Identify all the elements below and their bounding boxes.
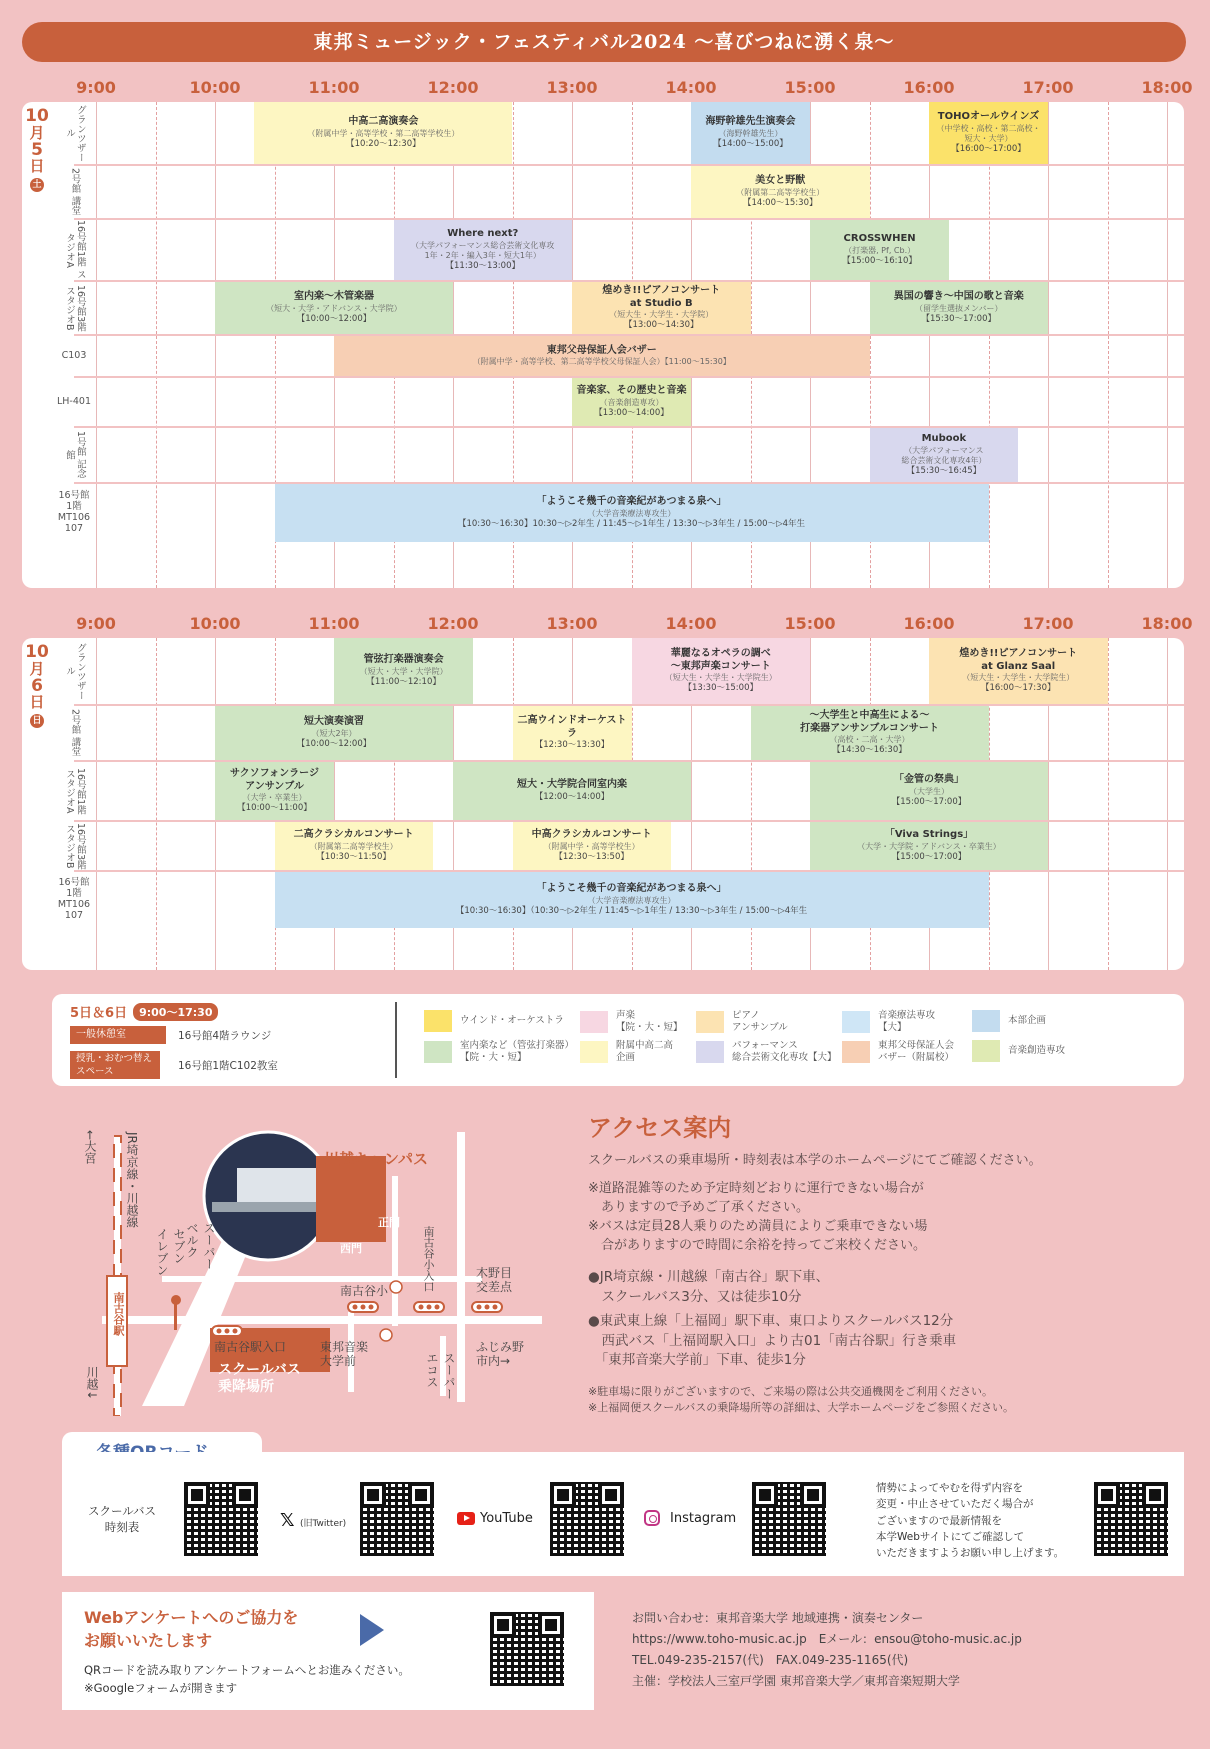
event-title: 美女と野獣 <box>755 175 806 187</box>
qr-instagram-label: Instagram <box>670 1511 737 1526</box>
qr-x-label: (旧Twitter) <box>300 1519 347 1529</box>
event-sub: （短大生・大学生・大学院） <box>609 310 714 320</box>
room-label: 16号館3階 スタジオB <box>64 822 86 870</box>
date-month-label: 月 <box>29 659 45 678</box>
qr-notice: 情勢によってやむを得ず内容を 変更・中止させていただく場合が ございますので最新情報を 本学Webサイトにてご確認して いただきますようお願い申し上げます。 <box>876 1482 1065 1560</box>
legend-swatch <box>696 1011 724 1033</box>
time-axis <box>76 78 1196 100</box>
instagram-icon <box>644 1510 660 1526</box>
event-title: 二高クラシカルコンサート <box>293 829 414 841</box>
qr-instagram-code[interactable] <box>752 1482 826 1556</box>
event-sub: （音楽創造専攻） <box>599 397 664 407</box>
event-time: 【10:30～16:30】（10:30～▷2年生 / 11:45～▷1年生 / 13:30～▷3年生 / 15:00～▷4年生 <box>455 905 808 916</box>
event-title: 「金管の祭典」 <box>894 774 964 786</box>
room-label: 16号館 1階 MT106 107 <box>57 877 91 921</box>
event-block <box>810 762 1048 820</box>
event-time: 【12:00～14:00】 <box>534 791 610 802</box>
legend-swatch <box>424 1041 452 1063</box>
qr-youtube-label: YouTube <box>480 1511 533 1526</box>
legend-label: ウインド・オーケストラ <box>460 1015 564 1027</box>
legend-item <box>696 1010 788 1034</box>
time-label: 15:00 <box>784 78 836 97</box>
event-block <box>215 762 334 820</box>
event-title: 二高ウインドオーケストラ <box>517 715 627 739</box>
access-route2: ●東武東上線「上福岡」駅下車、東口よりスクールバス12分 西武バス「上福岡駅入口」より古01「南古谷駅」行き乗車 「東邦音楽大学前」下車、徒歩1分 <box>588 1313 957 1369</box>
event-sub: （中学校・高校・第二高校・ 短大・大学） <box>936 123 1041 143</box>
map-minamifuruya-sho: 南古谷小 <box>340 1284 389 1298</box>
date-tab <box>22 644 52 728</box>
event-block <box>275 484 989 542</box>
legend-swatch <box>842 1041 870 1063</box>
time-axis <box>76 614 1196 636</box>
time-label: 18:00 <box>1141 78 1193 97</box>
access-note1: ※道路混雑等のため予定時刻どおりに運行できない場合が ありますので予めご了承ください。 ※バスは定員28人乗りのため満員によりご乗車できない場 合がありますので時間に余裕を持ってご来校ください。 <box>588 1181 928 1253</box>
date-day-label: 日 <box>29 157 45 176</box>
event-block <box>810 220 949 280</box>
time-label: 11:00 <box>308 614 360 633</box>
event-title: 中高二高演奏会 <box>348 116 419 128</box>
info-hours: 9:00～17:30 <box>133 1003 218 1021</box>
legend-divider <box>395 1002 397 1078</box>
map-station-entrance: 南古谷駅入口 <box>214 1340 287 1354</box>
event-block <box>215 282 453 334</box>
grid-line <box>1048 102 1049 588</box>
event-title: TOHOオールウインズ <box>937 111 1040 123</box>
event-time: 【15:00～17:00】 <box>891 796 967 807</box>
room-label: LH-401 <box>57 395 91 407</box>
map-campus-label: 川越キャンパス <box>324 1150 428 1168</box>
event-title: CROSSWHEN <box>843 233 916 245</box>
schedule-day1 <box>22 102 1184 588</box>
event-block <box>632 638 811 704</box>
event-title: 東邦父母保証人会バザー <box>546 344 657 356</box>
survey-instruction: QRコードを読み取りアンケートフォームへとお進みください。 <box>84 1663 410 1677</box>
event-block <box>751 706 989 760</box>
qr-bus-code[interactable] <box>184 1482 258 1556</box>
legend-label: ピアノ アンサンブル <box>732 1010 788 1033</box>
weekday-badge: 日 <box>30 714 44 728</box>
event-title: 「ようこそ幾千の音楽紀があつまる泉へ」 <box>536 883 727 895</box>
map-station: 南古谷駅 <box>112 1292 125 1336</box>
legend-label: 本部企画 <box>1008 1015 1047 1027</box>
row-divider <box>74 218 1184 220</box>
event-sub: （高校・二高・大学） <box>829 735 910 745</box>
time-label: 9:00 <box>76 614 116 633</box>
room-label: 1号館 記念館 <box>64 431 86 479</box>
time-label: 16:00 <box>903 614 955 633</box>
grid-line <box>1108 102 1109 588</box>
row-divider <box>74 164 1184 166</box>
grid-line <box>1167 638 1168 970</box>
legend-swatch <box>580 1011 608 1033</box>
event-time: 【12:30～13:30】 <box>534 740 610 751</box>
grid-line <box>989 102 990 588</box>
legend-label: 声楽 【院・大・短】 <box>616 1010 683 1033</box>
qr-youtube-code[interactable] <box>550 1482 624 1556</box>
event-sub: （短大生・大学生・大学院生） <box>664 673 777 683</box>
event-time: 【13:00～14:00】 <box>594 407 669 418</box>
map-toho-mae: 東邦音楽 大学前 <box>320 1340 369 1369</box>
rest-value: 16号館4階ラウンジ <box>178 1030 272 1042</box>
map-berx: スーパー ベルク <box>185 1222 216 1270</box>
grid-line <box>96 638 97 970</box>
event-sub: （留学生選抜メンバー） <box>915 303 1003 313</box>
event-sub: （大学・大学院・アドバンス・卒業生） <box>857 841 1001 851</box>
info-dates <box>70 1002 218 1021</box>
map-ecos: スーパー エコス <box>425 1352 456 1400</box>
map-minamifuruya-sho-iriguchi: 南古谷小入口 <box>422 1226 435 1292</box>
event-block <box>870 428 1019 482</box>
legend-item <box>696 1040 837 1064</box>
qr-x-code[interactable] <box>360 1482 434 1556</box>
survey-note: ※Googleフォームが開きます <box>84 1681 238 1695</box>
room-label: 16号館1階 スタジオA <box>64 767 86 815</box>
time-label: 14:00 <box>665 614 717 633</box>
event-title: 中高クラシカルコンサート <box>531 829 652 841</box>
survey-box <box>62 1592 594 1710</box>
map-nishimon: 西門 <box>340 1242 362 1255</box>
event-sub: （附属第二高等学校生） <box>736 187 825 197</box>
event-block <box>215 706 453 760</box>
time-label: 17:00 <box>1022 614 1074 633</box>
access-map <box>62 1116 542 1416</box>
map-bus-stop: スクールバス 乗降場所 <box>218 1362 301 1395</box>
event-time: 【14:00～15:00】 <box>713 138 788 149</box>
event-time: 【11:00～12:10】 <box>366 676 441 687</box>
event-time: 【14:00～15:30】 <box>743 197 818 208</box>
time-label: 13:00 <box>546 614 598 633</box>
time-label: 17:00 <box>1022 78 1074 97</box>
grid-line <box>156 638 157 970</box>
event-block <box>513 822 671 870</box>
date-day: 5 <box>31 139 43 160</box>
play-arrow-icon <box>360 1614 384 1646</box>
event-time: 【13:30～15:00】 <box>683 683 758 694</box>
qr-web-code[interactable] <box>1094 1482 1168 1556</box>
event-block <box>929 102 1048 164</box>
weekday-badge: 土 <box>30 178 44 192</box>
event-block <box>254 102 512 164</box>
room-label: 2号館 講堂 <box>69 709 81 757</box>
legend-item <box>842 1040 954 1064</box>
room-label: 16号館1階 スタジオA <box>64 220 86 280</box>
event-sub: （海野幹雄先生） <box>718 128 783 138</box>
event-time: 【16:00～17:30】 <box>981 683 1056 694</box>
time-label: 15:00 <box>784 614 836 633</box>
event-sub: （附属中学・高等学校生） <box>543 841 640 851</box>
time-label: 13:00 <box>546 78 598 97</box>
event-sub: （大学生） <box>909 786 949 796</box>
time-label: 14:00 <box>665 78 717 97</box>
time-label: 9:00 <box>76 78 116 97</box>
room-label: 16号館 1階 MT106 107 <box>57 490 91 534</box>
event-time: 【10:00～12:00】 <box>296 313 372 324</box>
event-sub: （短大生・大学生・大学院生） <box>962 673 1075 683</box>
legend-label: 音楽創造専攻 <box>1008 1045 1066 1057</box>
event-title: Where next? <box>447 228 519 240</box>
event-title: 音楽家、その歴史と音楽 <box>576 385 687 397</box>
legend-item <box>580 1040 673 1064</box>
legend-label: パフォーマンス 総合芸術文化専攻【大】 <box>732 1040 837 1063</box>
event-sub: （短大2年） <box>311 728 357 738</box>
grid-line <box>1108 638 1109 970</box>
legend-item <box>842 1010 935 1034</box>
map-jr-line: JR埼京線・川越線 <box>125 1132 139 1228</box>
event-sub: （短大・大学・大学院） <box>359 666 448 676</box>
schedule-day2 <box>22 638 1184 970</box>
date-month: 10 <box>25 106 49 126</box>
time-label: 12:00 <box>427 614 479 633</box>
event-time: 【10:20～12:30】 <box>346 138 421 149</box>
grid-line <box>1167 102 1168 588</box>
legend-swatch <box>842 1011 870 1033</box>
grid-line <box>156 102 157 588</box>
event-sub: （大学音楽療法専攻生） <box>587 508 676 518</box>
access-line1: スクールバスの乗車場所・時刻表は本学のホームページにてご確認ください。 <box>588 1153 1042 1168</box>
event-title: 短大演奏演習 <box>304 716 364 728</box>
event-sub: （附属中学・高等学校、第二高等学校父母保証人会）【11:00～15:30】 <box>472 357 731 367</box>
time-label: 11:00 <box>308 78 360 97</box>
event-time: 【15:00～16:10】 <box>842 255 917 266</box>
map-seimon: 正門 <box>378 1216 400 1229</box>
legend-swatch <box>424 1010 452 1032</box>
access-route1: ●JR埼京線・川越線「南古谷」駅下車、 スクールバス3分、又は徒歩10分 <box>588 1269 830 1305</box>
event-time: 【10:00～11:00】 <box>237 803 312 814</box>
youtube-icon <box>457 1512 475 1525</box>
event-sub: （打楽器, Pf, Cb.） <box>844 245 916 255</box>
event-block <box>394 220 573 280</box>
legend-label: 附属中高二高 企画 <box>616 1040 674 1063</box>
legend-label: 室内楽など（管弦打楽器） 【院・大・短】 <box>460 1040 575 1063</box>
map-kawagoe: 川越↓ <box>85 1366 99 1401</box>
event-title: 「ようこそ幾千の音楽紀があつまる泉へ」 <box>536 496 727 508</box>
map-kinome: 木野目 交差点 <box>476 1266 513 1295</box>
event-time: 【11:30～13:00】 <box>445 260 520 271</box>
map-fujimino: ふじみ野 市内→ <box>476 1340 525 1369</box>
date-tab <box>22 108 52 192</box>
legend-item <box>972 1040 1065 1062</box>
event-block <box>691 102 810 164</box>
event-title: 管弦打楽器演奏会 <box>363 654 444 666</box>
map-seven: セブン イレブン <box>155 1228 186 1276</box>
legend-item <box>424 1010 564 1032</box>
room-label: グランツザール <box>64 642 86 700</box>
legend-item <box>580 1010 683 1034</box>
nursing-label: 授乳・おむつ替え スペース <box>70 1051 160 1079</box>
legend-item <box>424 1040 574 1064</box>
event-time: 【10:30～11:50】 <box>316 851 391 862</box>
time-label: 18:00 <box>1141 614 1193 633</box>
event-sub: （短大・大学・アドバンス・大学院） <box>266 303 402 313</box>
grid-line <box>96 102 97 588</box>
room-label: 16号館3階 スタジオB <box>64 284 86 332</box>
legend-swatch <box>972 1040 1000 1062</box>
legend-swatch <box>580 1041 608 1063</box>
survey-title: Webアンケートへのご協力を お願いいたします <box>84 1608 299 1651</box>
event-block <box>275 822 433 870</box>
event-title: 「Viva Strings」 <box>884 829 974 841</box>
room-label: 2号館 講堂 <box>69 168 81 216</box>
event-title: 煌めき!!ピアノコンサート at Studio B <box>602 285 721 309</box>
event-block <box>929 638 1108 704</box>
date-day-label: 日 <box>29 693 45 712</box>
rest-label: 一般休憩室 <box>70 1026 166 1044</box>
event-block <box>453 762 691 820</box>
event-block <box>572 282 751 334</box>
event-sub: （大学音楽療法専攻生） <box>587 895 676 905</box>
festival-title: 東邦ミュージック・フェスティバル2024 ～喜びつねに湧く泉～ <box>22 22 1186 62</box>
event-time: 【15:30～17:00】 <box>921 313 996 324</box>
info-dates-text: 5日＆6日 <box>70 1006 128 1021</box>
time-label: 10:00 <box>189 78 241 97</box>
event-time: 【10:30～16:30】10:30～▷2年生 / 11:45～▷1年生 / 13:30～▷3年生 / 15:00～▷4年生 <box>457 518 806 529</box>
room-label: グランツザール <box>64 104 86 162</box>
event-time: 【10:00～12:00】 <box>296 738 372 749</box>
event-time: 【15:00～17:00】 <box>891 851 967 862</box>
date-month: 10 <box>25 642 49 662</box>
event-time: 【15:30～16:45】 <box>906 465 982 476</box>
event-block <box>572 378 691 426</box>
event-title: サクソフォンラージ アンサンブル <box>230 768 319 792</box>
event-sub: （大学・卒業生） <box>242 793 307 803</box>
event-sub: （附属中学・高等学校・第二高等学校生） <box>307 128 460 138</box>
event-time: 【14:30～16:30】 <box>832 745 907 756</box>
event-block <box>810 822 1048 870</box>
event-title: 異国の響き～中国の歌と音楽 <box>893 291 1024 303</box>
time-label: 16:00 <box>903 78 955 97</box>
map-omiya: ←大宮 <box>83 1130 97 1165</box>
event-block <box>334 336 870 376</box>
qr-bus-label: スクールバス 時刻表 <box>88 1504 156 1534</box>
event-block <box>691 166 870 218</box>
legend-panel <box>52 994 1184 1086</box>
access-note2: ※駐車場に限りがございますので、ご来場の際は公共交通機関をご利用ください。 ※上福岡便スクールバスの乗降場所等の詳細は、大学ホームページをご参照ください。 <box>588 1385 1015 1414</box>
event-time: 【16:00～17:00】 <box>951 143 1026 154</box>
event-time: 【13:00～14:30】 <box>624 320 699 331</box>
event-title: 煌めき!!ピアノコンサート at Glanz Saal <box>959 648 1078 672</box>
date-day: 6 <box>31 675 43 696</box>
qr-panel <box>62 1452 1184 1576</box>
contact-info: お問い合わせ：東邦音楽大学 地域連携・演奏センター https://www.toho-music.ac.jp Eメール：ensou@toho-music.ac.jp TEL.049-235-2157(代) FAX.049-235-1165(代) 主催：学校法人三室戸学園 東邦音楽大学／東邦音楽短期大学 <box>632 1611 1022 1688</box>
event-title: ～大学生と中高生による～ 打楽器アンサンブルコンサート <box>800 710 939 734</box>
event-time: 【12:30～13:50】 <box>554 851 629 862</box>
event-block <box>870 282 1049 334</box>
nursing-value: 16号館1階C102教室 <box>178 1060 278 1072</box>
event-block <box>513 706 632 760</box>
qr-survey-code[interactable] <box>490 1612 564 1686</box>
legend-label: 東邦父母保証人会 バザー（附属校） <box>878 1040 955 1063</box>
legend-item <box>972 1010 1046 1032</box>
event-title: 短大・大学院合同室内楽 <box>517 779 627 791</box>
event-sub: （大学パフォーマンス総合芸術文化専攻 1年・2年・編入3年・短大1年） <box>411 240 555 260</box>
time-label: 10:00 <box>189 614 241 633</box>
event-title: Mubook <box>921 433 967 445</box>
legend-swatch <box>972 1010 1000 1032</box>
event-title: 室内楽～木管楽器 <box>294 291 374 303</box>
date-month-label: 月 <box>29 123 45 142</box>
grid-line <box>215 102 216 588</box>
event-block <box>275 872 989 928</box>
event-title: 華麗なるオペラの調べ ～東邦声楽コンサート <box>670 648 771 672</box>
legend-label: 音楽療法専攻 【大】 <box>878 1010 936 1033</box>
event-sub: （附属第二高等学校生） <box>309 841 398 851</box>
legend-swatch <box>696 1041 724 1063</box>
x-icon: 𝕏 <box>280 1510 295 1531</box>
time-label: 12:00 <box>427 78 479 97</box>
event-title: 海野幹雄先生演奏会 <box>705 116 796 128</box>
room-label: C103 <box>61 349 87 361</box>
event-block <box>334 638 473 704</box>
event-sub: （大学パフォーマンス 総合芸術文化専攻4年） <box>901 445 987 465</box>
access-title: アクセス案内 <box>588 1114 732 1142</box>
